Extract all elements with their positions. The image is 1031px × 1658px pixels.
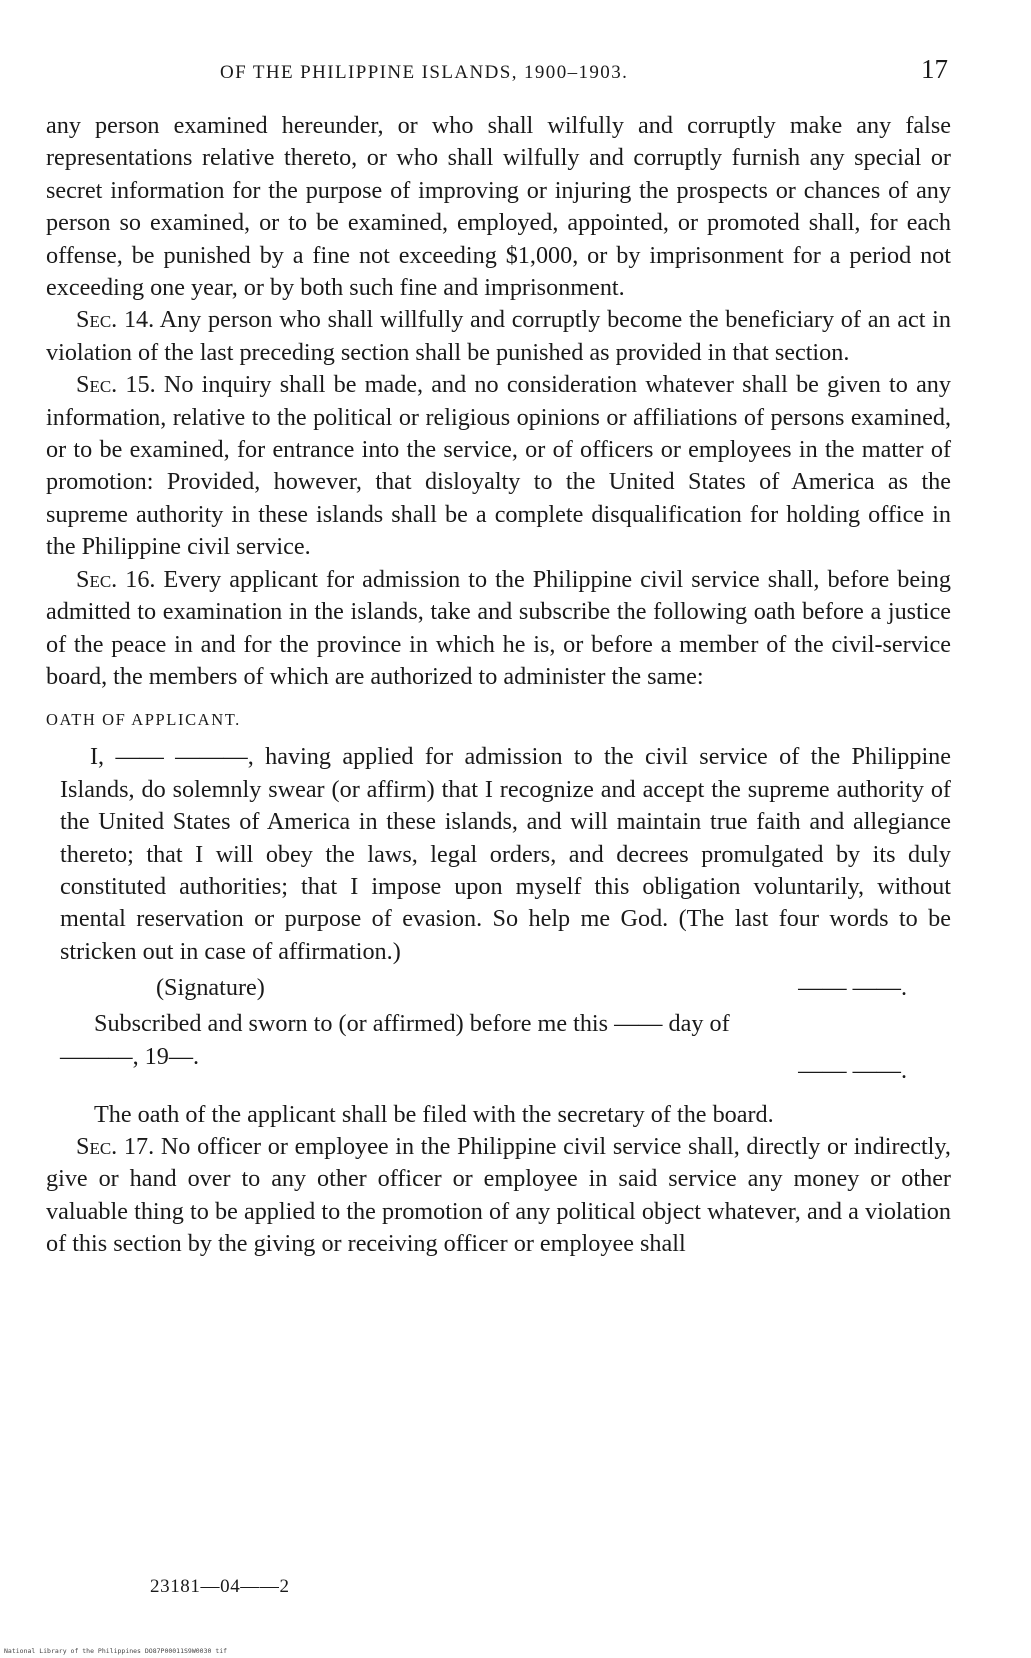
page-header (48, 54, 948, 86)
signature-label: (Signature) (156, 974, 265, 1002)
section-17-text: No officer or employee in the Philippine civil service shall, directly or indirectly, give or hand over to any other officer or employee in said service any money or other valuable thing to be applied to the promotion of any political object whatever, and a violation of this section by the giving or receiving officer or employee shall (46, 1132, 951, 1258)
date-line (46, 1041, 951, 1087)
section-14-label: Sec. 14. (76, 306, 155, 334)
running-head: OF THE PHILIPPINE ISLANDS, 1900–1903. (220, 62, 629, 83)
signature-line (46, 968, 951, 1008)
filed-text: The oath of the applicant shall be filed with the secretary of the board. (94, 1100, 774, 1128)
section-16 (46, 564, 951, 694)
scan-stamp: National Library of the Philippines DO87P00011S9W0030 tif (4, 1647, 228, 1655)
official-signature-blank: —— ——. (798, 1056, 907, 1084)
section-15-label: Sec. 15. (76, 371, 156, 399)
subscribed-text: Subscribed and sworn to (or affirmed) before me this —— day of (94, 1010, 730, 1038)
oath-title: OATH OF APPLICANT. (46, 710, 241, 730)
section-15 (46, 369, 951, 563)
section-15-text: No inquiry shall be made, and no consideration whatever shall be given to any information, relative to the political or religious opinions or affiliations of persons examined, or to be examined, for entrance into the service, or of officers or employees in the matter of promotion: Provided, however, that disloyalty to the United States of America as the supreme authority in these islands shall be a complete disqualification for holding office in the Philippine civil service. (46, 371, 951, 561)
signature-blank: —— ——. (798, 974, 907, 1002)
section-16-label: Sec. 16. (76, 565, 156, 593)
printer-signature-code: 23181—04——2 (150, 1576, 290, 1597)
date-text: ———, 19—. (60, 1042, 200, 1070)
section-17-label: Sec. 17. (76, 1132, 155, 1160)
oath-text: I, —— ———, having applied for admission to the civil service of the Philippine Islands, do solemnly swear (or affirm) that I recognize and accept the supreme authority of the United States of America in these islands, and will maintain true faith and allegiance thereto; that I will obey the laws, legal orders, and decrees promulgated by its duly constituted authorities; that I impose upon myself this obligation voluntarily, without mental reservation or purpose of evasion. So help me God. (The last four words to be stricken out in case of affirmation.) (60, 743, 951, 965)
paragraph-continued: any person examined hereunder, or who shall wilfully and corruptly make any false representations relative thereto, or who shall wilfully and corruptly furnish any special or secret information for the purpose of improving or injuring the prospects or chances of any person so examined, or to be examined, employed, appointed, or promoted shall, for each offense, be punished by a fine not exceeding $1,000, or by imprisonment for a period not exceeding one year, or by both such fine and imprisonment. (46, 112, 951, 302)
section-17 (46, 1131, 951, 1261)
section-16-text: Every applicant for admission to the Philippine civil service shall, before being admitted to examination in the islands, take and subscribe the following oath before a justice of the peace in and for the province in which he is, or before a member of the civil-service board, the members of which are authorized to administer the same: (46, 565, 951, 690)
section-14 (46, 304, 951, 369)
section-14-text: Any person who shall willfully and corruptly become the beneficiary of an act in violation of the last preceding section shall be punished as provided in that section. (46, 306, 951, 366)
page-body (46, 110, 951, 1261)
page-number: 17 (921, 54, 948, 84)
